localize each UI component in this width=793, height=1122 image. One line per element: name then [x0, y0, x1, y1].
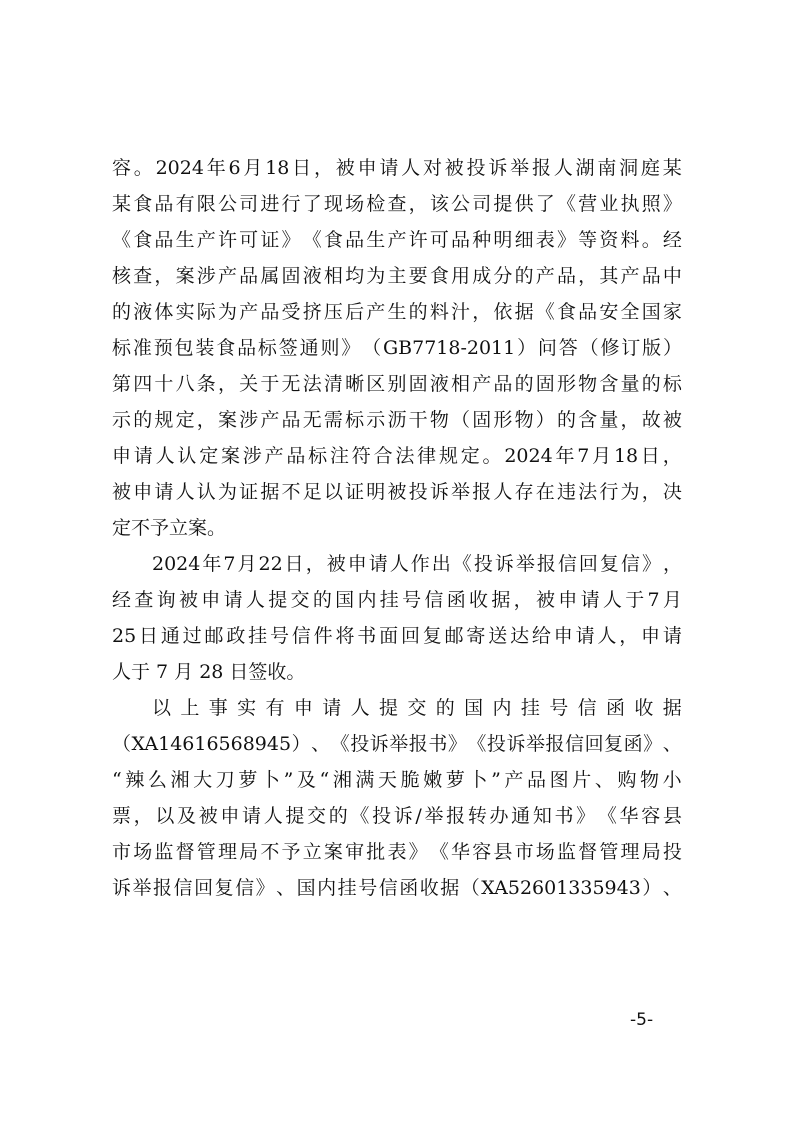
text-line: 申 请 人 认 定 案 涉 产 品 标 注 符 合 法 律 规 定 。 2024 年 7 月 18 日 ， [112, 445, 682, 467]
text-line: 诉 举 报 信 回 复 信 》 、 国 内 挂 号 信 函 收 据 （ XA52601335943 ） 、 [112, 877, 682, 899]
paragraph [112, 546, 682, 690]
text-line: 某 食 品 有 限 公 司 进 行 了 现 场 检 查 ， 该 公 司 提 供 了 《 营 业 执 照 》 [112, 193, 682, 215]
paragraph [112, 150, 682, 546]
text-line: 《 食 品 生 产 许 可 证 》 《 食 品 生 产 许 可 品 种 明 细 表 》 等 资 料 。 经 [112, 229, 682, 251]
page-number: -5- [630, 1010, 654, 1030]
text-line: 人于 7 月 28 日签收。 [112, 661, 306, 683]
text-line: 经 查 询 被 申 请 人 提 交 的 国 内 挂 号 信 函 收 据 ， 被 申 请 人 于 7 月 [112, 589, 682, 611]
text-line: 容 。 2024 年 6 月 18 日 ， 被 申 请 人 对 被 投 诉 举 报 人 湖 南 洞 庭 某 [112, 157, 682, 179]
text-line: 25 日 通 过 邮 政 挂 号 信 件 将 书 面 回 复 邮 寄 送 达 给 申 请 人 ， 申 请 [112, 625, 682, 647]
text-line: “ 辣 么 湘 大 刀 萝 卜 ” 及 “ 湘 满 天 脆 嫩 萝 卜 ” 产 品 图 片 、 购 物 小 [112, 769, 682, 791]
paragraph [112, 690, 682, 906]
text-line: 2024 年 7 月 22 日 ， 被 申 请 人 作 出 《 投 诉 举 报 信 回 复 信 》 ， [152, 553, 682, 575]
text-line: 票 ， 以 及 被 申 请 人 提 交 的 《 投 诉 / 举 报 转 办 通 知 书 》 《 华 容 县 [112, 805, 682, 827]
text-line: 示 的 规 定 ， 案 涉 产 品 无 需 标 示 沥 干 物 （ 固 形 物 ） 的 含 量 ， 故 被 [112, 409, 682, 431]
text-line: 市 场 监 督 管 理 局 不 予 立 案 审 批 表 》 《 华 容 县 市 场 监 督 管 理 局 投 [112, 841, 682, 863]
body-text [112, 150, 682, 906]
text-line: 第 四 十 八 条 ， 关 于 无 法 清 晰 区 别 固 液 相 产 品 的 固 形 物 含 量 的 标 [112, 373, 682, 395]
text-line: （ XA14616568945 ） 、 《 投 诉 举 报 书 》 《 投 诉 举 报 信 回 复 函 》 、 [112, 733, 682, 755]
text-line: 核 查 ， 案 涉 产 品 属 固 液 相 均 为 主 要 食 用 成 分 的 产 品 ， 其 产 品 中 [112, 265, 682, 287]
text-line: 以 上 事 实 有 申 请 人 提 交 的 国 内 挂 号 信 函 收 据 [152, 697, 682, 719]
text-line: 被 申 请 人 认 为 证 据 不 足 以 证 明 被 投 诉 举 报 人 存 在 违 法 行 为 ， 决 [112, 481, 682, 503]
text-line: 的 液 体 实 际 为 产 品 受 挤 压 后 产 生 的 料 汁 ， 依 据 《 食 品 安 全 国 家 [112, 301, 682, 323]
text-line: 标 准 预 包 装 食 品 标 签 通 则 》 （ GB7718-2011 ） 问 答 （ 修 订 版 ） [112, 337, 682, 359]
text-line: 定不予立案。 [112, 517, 227, 539]
